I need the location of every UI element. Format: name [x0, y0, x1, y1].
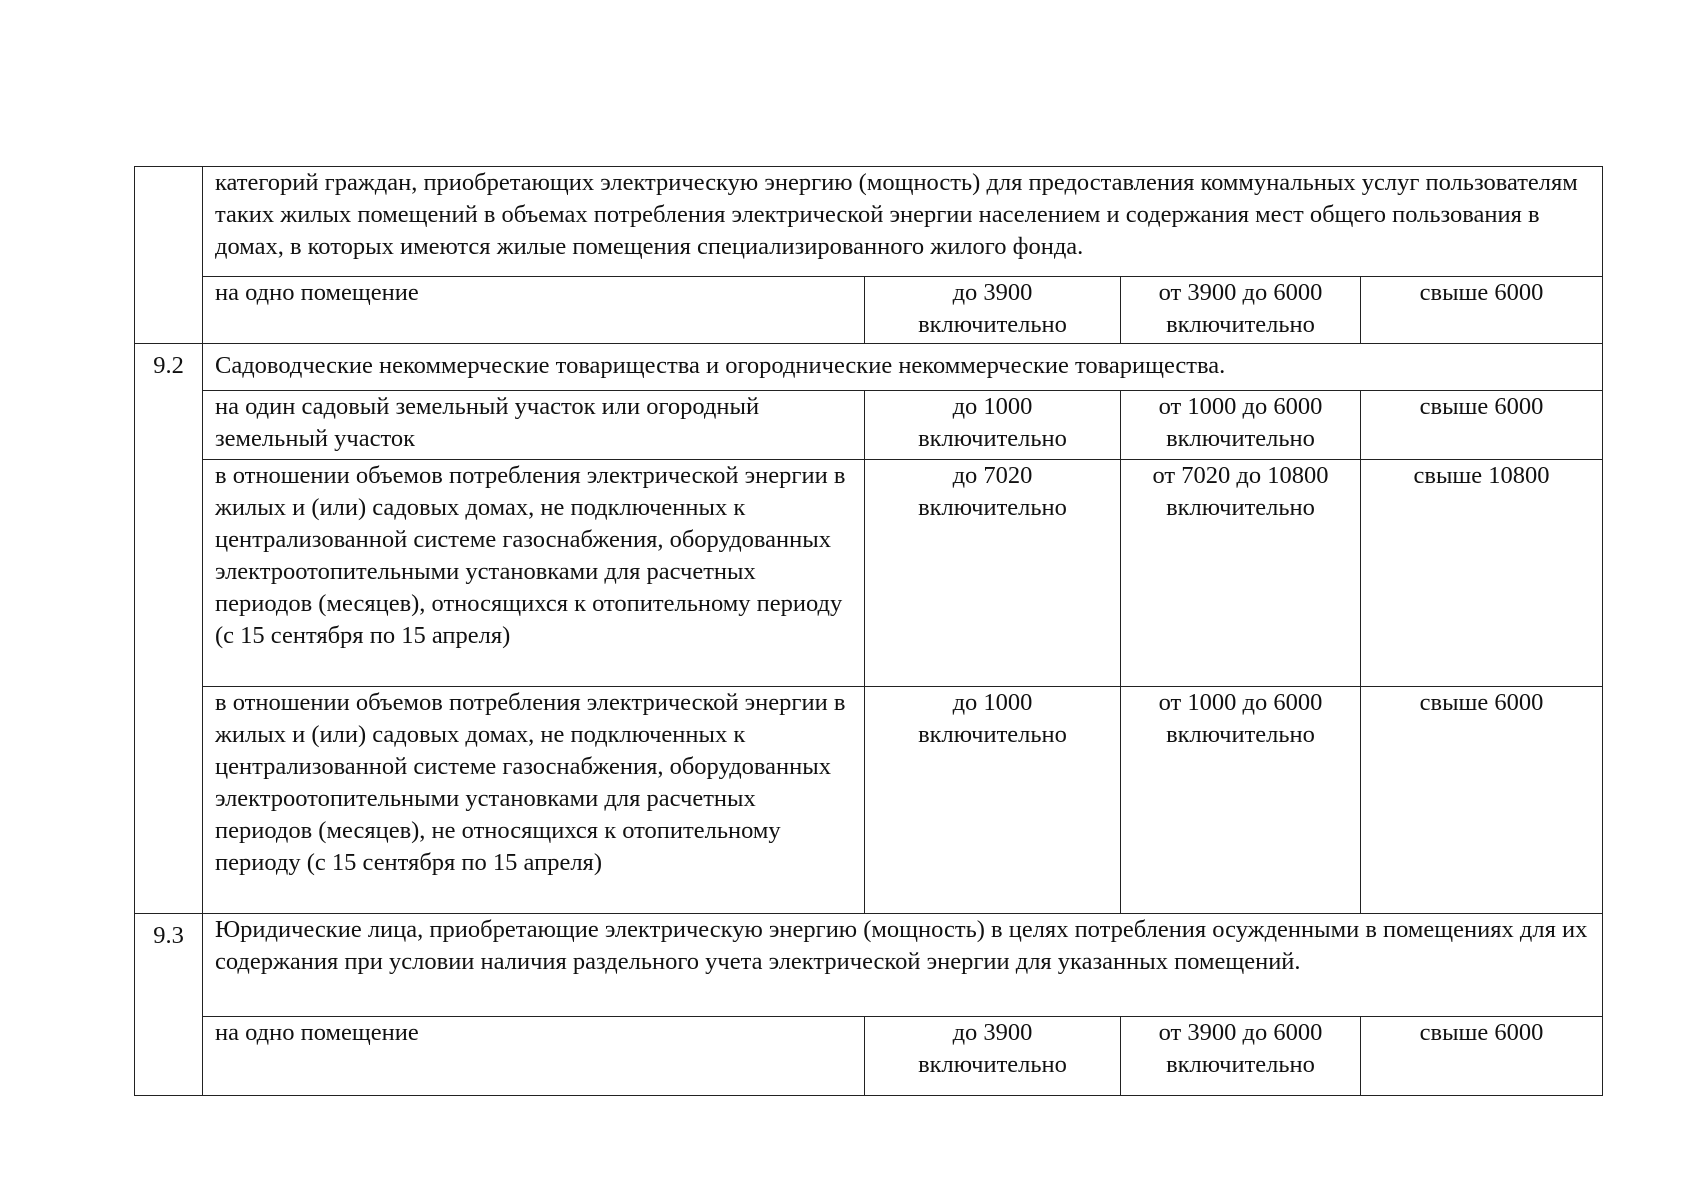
range-mid-value: от 3900 до 6000	[1158, 279, 1323, 306]
range-mid-note: включительно	[1166, 425, 1315, 452]
table-row	[135, 914, 1603, 1017]
range-low-cell	[865, 460, 1121, 687]
range-low-value: до 1000	[952, 689, 1033, 716]
subcategory-label: на одно помещение	[203, 1017, 865, 1096]
range-high-value: свыше 6000	[1419, 279, 1544, 306]
range-high-cell	[1361, 277, 1603, 344]
range-low-cell	[865, 687, 1121, 914]
range-high-value: свыше 6000	[1419, 689, 1544, 716]
subcategory-label: на один садовый земельный участок или огородный земельный участок	[203, 391, 865, 460]
range-mid-cell	[1121, 277, 1361, 344]
table-row	[135, 460, 1603, 687]
range-low-cell	[865, 391, 1121, 460]
table-row	[135, 687, 1603, 914]
row-number-cell: 9.2	[135, 344, 203, 914]
range-mid-note: включительно	[1166, 721, 1315, 748]
range-mid-cell	[1121, 460, 1361, 687]
range-high-cell	[1361, 460, 1603, 687]
range-mid-note: включительно	[1166, 311, 1315, 338]
range-high-cell	[1361, 391, 1603, 460]
range-high-cell	[1361, 1017, 1603, 1096]
tariff-table	[134, 166, 1603, 1096]
row-number-cell: 9.3	[135, 914, 203, 1096]
range-mid-cell	[1121, 687, 1361, 914]
table-row	[135, 1017, 1603, 1096]
range-low-note: включительно	[918, 494, 1067, 521]
range-low-note: включительно	[918, 1051, 1067, 1078]
range-low-value: до 3900	[952, 279, 1033, 306]
range-mid-value: от 1000 до 6000	[1158, 689, 1323, 716]
category-description: категорий граждан, приобретающих электрическую энергию (мощность) для предоставления коммунальных услуг пользователям таких жилых помещений в объемах потребления электрической энергии населением и содержания мест общего пользования в домах, в которых имеются жилые помещения специализированного жилого фонда.	[203, 167, 1603, 277]
range-mid-value: от 1000 до 6000	[1158, 393, 1323, 420]
subcategory-label: на одно помещение	[203, 277, 865, 344]
subcategory-label: в отношении объемов потребления электрической энергии в жилых и (или) садовых домах, не подключенных к централизованной системе газоснабжения, оборудованных электроотопительными установками для расчетных периодов (месяцев), не относящихся к отопительному периоду (с 15 сентября по 15 апреля)	[203, 687, 865, 914]
range-high-cell	[1361, 687, 1603, 914]
table-row	[135, 167, 1603, 277]
range-mid-value: от 3900 до 6000	[1158, 1019, 1323, 1046]
range-mid-note: включительно	[1166, 494, 1315, 521]
range-low-value: до 1000	[952, 393, 1033, 420]
range-high-value: свыше 6000	[1419, 393, 1544, 420]
row-number-cell	[135, 167, 203, 344]
range-high-value: свыше 6000	[1419, 1019, 1544, 1046]
range-low-note: включительно	[918, 311, 1067, 338]
category-description: Юридические лица, приобретающие электрическую энергию (мощность) в целях потребления осужденными в помещениях для их содержания при условии наличия раздельного учета электрической энергии для указанных помещений.	[203, 914, 1603, 1017]
range-low-value: до 7020	[952, 462, 1033, 489]
range-low-note: включительно	[918, 721, 1067, 748]
range-mid-cell	[1121, 391, 1361, 460]
range-high-value: свыше 10800	[1413, 462, 1550, 489]
range-low-value: до 3900	[952, 1019, 1033, 1046]
category-description: Садоводческие некоммерческие товарищества и огороднические некоммерческие товарищества.	[203, 344, 1603, 391]
document-page	[134, 166, 1602, 1096]
range-low-note: включительно	[918, 425, 1067, 452]
range-mid-note: включительно	[1166, 1051, 1315, 1078]
table-row	[135, 344, 1603, 391]
subcategory-label: в отношении объемов потребления электрической энергии в жилых и (или) садовых домах, не подключенных к централизованной системе газоснабжения, оборудованных электроотопительными установками для расчетных периодов (месяцев), относящихся к отопительному периоду (с 15 сентября по 15 апреля)	[203, 460, 865, 687]
range-mid-value: от 7020 до 10800	[1152, 462, 1329, 489]
table-row	[135, 277, 1603, 344]
range-low-cell	[865, 277, 1121, 344]
table-row	[135, 391, 1603, 460]
range-low-cell	[865, 1017, 1121, 1096]
range-mid-cell	[1121, 1017, 1361, 1096]
